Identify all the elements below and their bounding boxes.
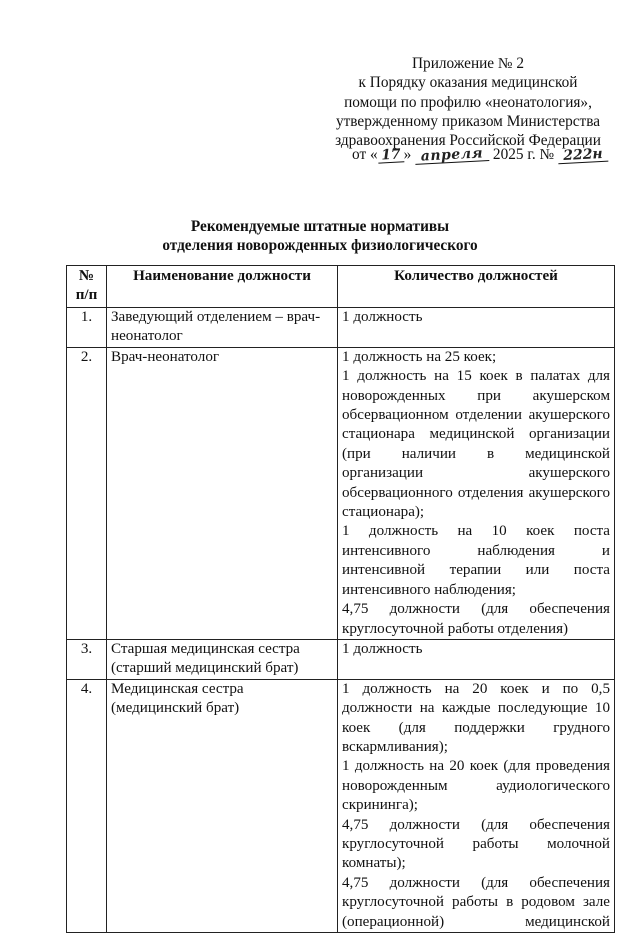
quantity-paragraph: 1 должность — [342, 309, 423, 325]
quantity-paragraph: 1 должность на 10 коек поста интенсивного наблюдения и интенсивной терапии или поста интенсивного наблюдения; — [342, 523, 610, 598]
quantity-paragraph: 4,75 должности (для обеспечения круглосуточной работы молочной комнаты); — [342, 816, 610, 872]
position-name: Заведующий отделением – врач-неонатолог — [107, 308, 338, 348]
title-line: Рекомендуемые штатные нормативы — [190, 218, 450, 235]
quantity-paragraph: 1 должность на 20 коек (для проведения новорожденным аудиологического скрининга); — [342, 758, 610, 814]
header-quantity: Количество должностей — [338, 266, 615, 308]
quantity-paragraph: 4,75 должности (для обеспечения круглосуточной работы в родовом зале (операционной) медицинской — [342, 874, 610, 930]
staffing-table — [66, 265, 615, 933]
position-quantity — [338, 639, 615, 679]
order-date-line — [352, 145, 608, 164]
quantity-paragraph: 1 должность на 25 коек; — [342, 348, 497, 365]
handwritten-month: апреля — [415, 146, 490, 165]
quote-close: » — [403, 146, 412, 163]
year-text: 2025 г. № — [492, 146, 555, 163]
table-row — [67, 308, 615, 348]
position-name: Медицинская сестра (медицинский брат) — [107, 679, 338, 932]
title-line: отделения новорожденных физиологического — [162, 236, 478, 254]
row-number: 1. — [67, 308, 107, 348]
handwritten-order-number: 222н — [558, 147, 609, 165]
appendix-line: здравоохранения Российской Федерации — [335, 132, 601, 150]
position-name: Старшая медицинская сестра (старший медицинский брат) — [107, 639, 338, 679]
header-num: № п/п — [67, 266, 107, 308]
appendix-line: Приложение № 2 — [412, 55, 524, 72]
position-quantity — [338, 347, 615, 639]
appendix-line: к Порядку оказания медицинской — [358, 74, 578, 92]
appendix-line: утвержденному приказом Министерства — [335, 112, 601, 130]
quantity-paragraph: 1 должность на 15 коек в палатах для новорожденных при акушерском обсервационном отделении акушерского стационара медицинской организации (при наличии в медицинской организации акушерского обсервационного отделения акушерского стационара); — [342, 368, 610, 521]
table-header-row — [67, 266, 615, 308]
row-number: 3. — [67, 639, 107, 679]
quantity-paragraph: 4,75 должности (для обеспечения круглосуточной работы отделения) — [342, 601, 610, 637]
date-prefix: от « — [352, 146, 378, 163]
appendix-line: помощи по профилю «неонатология», — [344, 93, 592, 111]
table-row — [67, 347, 615, 639]
document-title — [0, 218, 640, 255]
position-quantity — [338, 308, 615, 348]
table-row — [67, 639, 615, 679]
row-number: 4. — [67, 679, 107, 932]
appendix-header — [318, 54, 618, 150]
position-quantity — [338, 679, 615, 932]
quantity-paragraph: 1 должность на 20 коек и по 0,5 должности на каждые последующие 10 коек (для поддержки грудного вскармливания); — [342, 680, 610, 755]
position-name: Врач-неонатолог — [107, 347, 338, 639]
header-position: Наименование должности — [107, 266, 338, 308]
table-row — [67, 679, 615, 932]
row-number: 2. — [67, 347, 107, 639]
quantity-paragraph: 1 должность — [342, 640, 423, 657]
handwritten-day: 17 — [377, 147, 404, 163]
